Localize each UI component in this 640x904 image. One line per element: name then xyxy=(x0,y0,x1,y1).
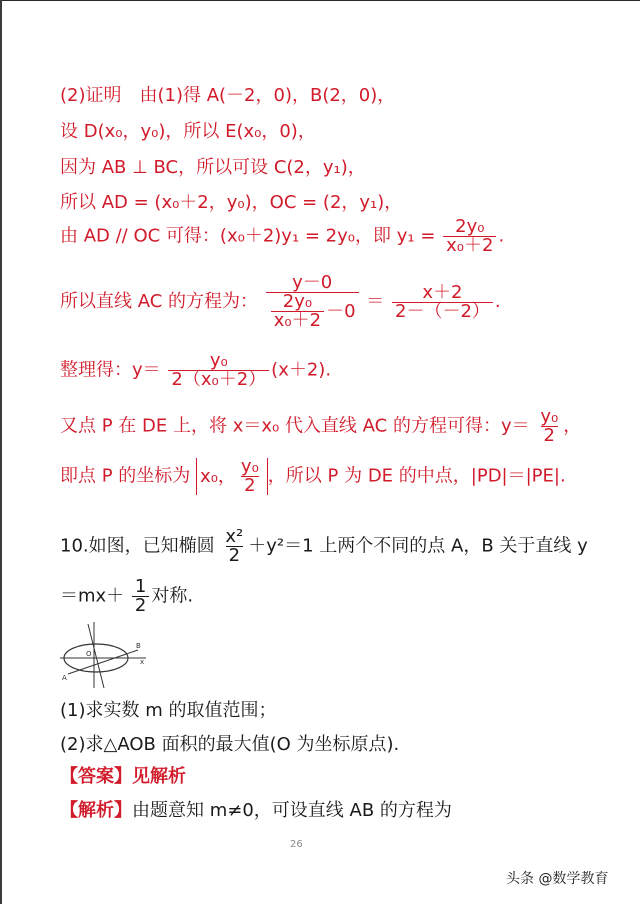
solution-line-8: 又点 P 在 DE 上，将 x＝x₀ 代入直线 AC 的方程可得：y＝ $\frac{\text{y₀}}{2}$ ， xyxy=(60,406,582,446)
watermark: 头条 @数学教育 xyxy=(506,871,609,887)
label-x: x xyxy=(140,658,145,666)
problem-line-2: ＝mx＋ $\frac{1}{2}$ 对称. xyxy=(60,576,194,616)
fraction-half: $\frac{1}{2}$ xyxy=(132,578,149,615)
solution-line-7: 整理得：y＝ $\frac{\text{y₀}}{\text{2（x₀＋2）}}$ (x＋2). xyxy=(60,350,332,390)
fraction-simplified: $\frac{\text{y₀}}{\text{2（x₀＋2）}}$ xyxy=(168,352,269,389)
page-left-border xyxy=(0,0,2,904)
problem-line-1: 10.如图，已知椭圆 $\frac{\text{x²}}{2}$ ＋y²＝1 上两个不同的点 A，B 关于直线 y xyxy=(60,526,588,566)
solution-line-9: 即点 P 的坐标为 x₀， $\frac{\text{y₀}}{2}$ ，所以 P 为 DE 的中点，|PD|＝|PE|. xyxy=(60,456,566,496)
solution-line-6: 所以直线 AC 的方程为： y－0 $\frac{\text{2y₀}}{\text{x₀＋2}}$ －0 ＝ $\frac{x+2}{2-(-2)}$ . xyxy=(60,272,501,331)
solution-line-5: 由 AD // OC 可得：(x₀＋2)y₁ = 2y₀，即 y₁ = $\frac{\text{2y₀}}{\text{x₀＋2}}$ . xyxy=(60,216,505,256)
label-a: A xyxy=(62,674,67,682)
analysis-tag: 【解析】 xyxy=(60,800,132,821)
label-b: B xyxy=(136,642,141,650)
solution-line-2: 设 D(x₀，y₀)，所以 E(x₀，0)， xyxy=(60,121,316,142)
answer-tag: 【答案】 xyxy=(60,766,132,787)
fraction-ellipse: $\frac{\text{x²}}{2}$ xyxy=(225,526,244,566)
fraction-p-y: $\frac{\text{y₀}}{2}$ xyxy=(540,406,559,446)
fraction-y1: $\frac{\text{2y₀}}{\text{x₀＋2}}$ xyxy=(443,218,496,255)
point-p-coords: x₀， $\frac{\text{y₀}}{2}$ xyxy=(196,458,268,495)
fraction-ac-right: $\frac{x+2}{2-(-2)}$ xyxy=(392,284,493,321)
page-number: 26 xyxy=(290,839,303,850)
answer-line: 【答案】见解析 xyxy=(60,766,186,787)
fraction-ac-left: y－0 $\frac{\text{2y₀}}{\text{x₀＋2}}$ －0 xyxy=(266,274,359,330)
page-top-border xyxy=(0,0,640,1)
solution-line-4: 所以 AD = (x₀＋2，y₀)，OC = (2，y₁)， xyxy=(60,192,403,213)
question-1: (1)求实数 m 的取值范围； xyxy=(60,700,277,721)
ellipse-figure xyxy=(58,620,150,690)
solution-line-1: (2)证明 由(1)得 A(－2，0)，B(2，0)， xyxy=(60,85,396,106)
solution-line-3: 因为 AB ⊥ BC，所以可设 C(2，y₁)， xyxy=(60,157,366,178)
analysis-line: 【解析】由题意知 m≠0，可设直线 AB 的方程为 xyxy=(60,800,452,821)
label-o: O xyxy=(86,650,92,658)
question-2: (2)求△AOB 面积的最大值(O 为坐标原点). xyxy=(60,734,400,755)
line-ab xyxy=(68,650,138,674)
